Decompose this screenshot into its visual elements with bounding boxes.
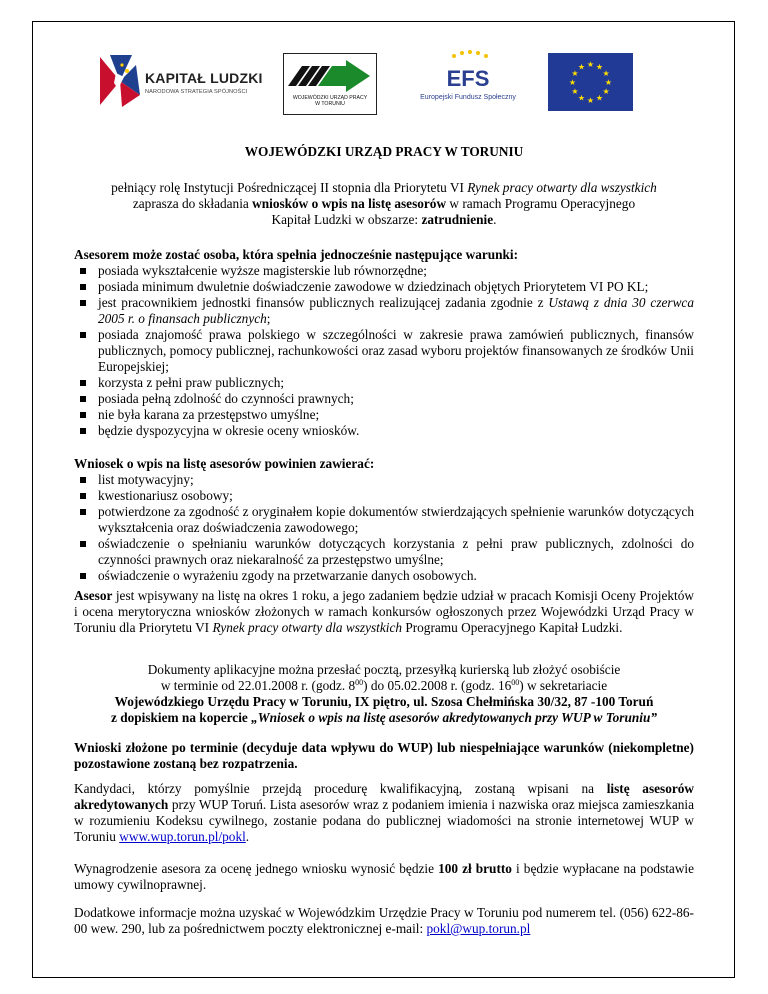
eu-star-icon: ★ (577, 62, 586, 72)
bullet-icon (80, 541, 86, 547)
bullet-icon (80, 428, 86, 434)
logo-bar (0, 45, 768, 115)
intro-bold: zatrudnienie (421, 212, 494, 227)
eu-star-icon: ★ (602, 87, 610, 96)
list-item: korzysta z pełni praw publicznych; (80, 375, 694, 391)
bullet-icon (80, 284, 86, 290)
eu-star-icon: ★ (604, 78, 613, 87)
eu-flag-icon (548, 53, 633, 111)
list-item: jest pracownikiem jednostki finansów publicznych realizującej zadania zgodnie z Ustawą z dnia 30 czerwca 2005 r. o finansach publicznych; (80, 295, 694, 327)
eu-star-icon: ★ (595, 93, 604, 103)
late-notice: Wnioski złożone po terminie (decyduje data wpływu do WUP) lub niespełniające warunków (niekompletne) pozostawione zostaną bez rozpatrzenia. (74, 740, 694, 771)
kapital-ludzki-subtitle: NARODOWA STRATEGIA SPÓJNOŚCI (145, 89, 248, 95)
list-item: posiada pełną zdolność do czynności prawnych; (80, 391, 694, 407)
list-item: nie była karana za przestępstwo umyślne; (80, 407, 694, 423)
kapital-ludzki-title: KAPITAŁ LUDZKI (145, 70, 263, 86)
efs-stars-icon (418, 50, 518, 94)
eu-star-icon: ★ (602, 69, 610, 78)
intro-text: pełniący rolę Instytucji Pośredniczącej II stopnia dla Priorytetu VI (111, 180, 468, 195)
list-item: będzie dyspozycyjna w okresie oceny wniosków. (80, 423, 694, 439)
intro (74, 180, 694, 228)
application-section (74, 456, 694, 584)
bullet-icon (80, 412, 86, 418)
intro-text: w ramach Programu Operacyjnego (446, 196, 636, 211)
assessor-paragraph: Asesor jest wpisywany na listę na okres 1 roku, a jego zadaniem będzie udział w pracach Komisji Oceny Projektów i ocena merytoryczna wniosków złożonych w ramach konkursów ogłoszonych przez Wojewódzki Urząd Pracy w Toruniu dla Priorytetu VI Rynek pracy otwarty dla wszystkich Programu Operacyjnego Kapitał Ludzki. (74, 588, 694, 635)
bullet-icon (80, 493, 86, 499)
eu-star-icon: ★ (586, 60, 595, 69)
priority-name: Rynek pracy otwarty dla wszystkich (467, 180, 657, 195)
eu-star-icon: ★ (595, 62, 604, 72)
wup-line2: W TORUNIU (315, 101, 345, 107)
submission-paragraph: Dokumenty aplikacyjne można przesłać pocztą, przesyłką kurierską lub złożyć osobiście w terminie od 22.01.2008 r. (godz. $8^{00}$) do 05.02.2008 r. (godz. $16^{00}$) w sekretariacie Wojewódzkiego Urzędu Pracy w Toruniu, IX piętro, ul. Szosa Chełmińska 30/32, 87 -100 Toruń z dopiskiem na kopercie „Wniosek o wpis na listę asesorów akredytowanych przy WUP w Toruniu” (74, 662, 694, 726)
wup-arrows-icon (284, 54, 376, 94)
eu-star-icon: ★ (568, 78, 577, 87)
eu-star-icon: ★ (577, 93, 586, 103)
bullet-icon (80, 332, 86, 338)
address: Wojewódzkiego Urzędu Pracy w Toruniu, IX piętro, ul. Szosa Chełmińska 30/32, 87 -100 Toruń (114, 694, 654, 709)
pokl-link[interactable]: www.wup.torun.pl/pokl (119, 829, 246, 844)
requirements-list (74, 263, 694, 439)
kapital-ludzki-icon (100, 55, 142, 107)
candidates-paragraph: Kandydaci, którzy pomyślnie przejdą procedurę kwalifikacyjną, zostaną wpisani na listę asesorów akredytowanych przy WUP Toruń. Lista asesorów wraz z podaniem imienia i nazwiska oraz miejsca zamieszkania w rozumieniu Kodeksu cywilnego, zostanie podana do publicznej wiadomości na stronie internetowej WUP w Toruniu www.wup.torun.pl/pokl. (74, 781, 694, 844)
email-link[interactable]: pokl@wup.torun.pl (426, 921, 531, 936)
list-item: kwestionariusz osobowy; (80, 488, 694, 504)
efs-caption: Europejski Fundusz Społeczny (420, 94, 516, 101)
bullet-icon (80, 477, 86, 483)
bullet-icon (80, 509, 86, 515)
eu-star-icon: ★ (571, 69, 579, 78)
contact-paragraph: Dodatkowe informacje można uzyskać w Wojewódzkim Urzędzie Pracy w Toruniu pod numerem tel. (056) 622-86-00 wew. 290, lub za pośrednictwem poczty elektronicznej e-mail: pokl@wup.torun.pl (74, 905, 694, 936)
eu-flag-logo (548, 53, 633, 111)
bullet-icon (80, 380, 86, 386)
list-item: posiada znajomość prawa polskiego w szczególności w zakresie prawa zamówień publicznych, finansów publicznych, pomocy publicznej, rachunkowości oraz zasad wyboru projektów finansowanych ze środków Unii Europejskiej; (80, 327, 694, 375)
bullet-icon (80, 268, 86, 274)
efs-mark: EFS (446, 66, 490, 91)
requirements-heading: Asesorem może zostać osoba, która spełnia jednocześnie następujące warunki: (74, 247, 519, 262)
wup-logo (283, 53, 377, 115)
list-item: posiada minimum dwuletnie doświadczenie zawodowe w dziedzinach objętych Priorytetem VI PO KL; (80, 279, 694, 295)
efs-logo (418, 50, 518, 112)
intro-text: zaprasza do składania (132, 196, 253, 211)
requirements-section (74, 247, 694, 439)
list-item: list motywacyjny; (80, 472, 694, 488)
intro-text: Kapitał Ludzki w obszarze: (271, 212, 422, 227)
bullet-icon (80, 300, 86, 306)
kapital-ludzki-logo (100, 55, 265, 110)
list-item: oświadczenie o wyrażeniu zgody na przetwarzanie danych osobowych. (80, 568, 694, 584)
eu-star-icon: ★ (571, 87, 579, 96)
list-item: potwierdzone za zgodność z oryginałem kopie dokumentów stwierdzających spełnienie warunków dotyczących wykształcenia oraz doświadczenia zawodowego; (80, 504, 694, 536)
bullet-icon (80, 396, 86, 402)
intro-text: . (493, 212, 497, 227)
application-heading: Wniosek o wpis na listę asesorów powinien zawierać: (74, 456, 375, 471)
list-item: oświadczenie o spełnianiu warunków dotyczących korzystania z pełni praw publicznych, zdolności do czynności prawnych oraz niekaralność za przestępstwo umyślne; (80, 536, 694, 568)
application-list (74, 472, 694, 584)
bullet-icon (80, 573, 86, 579)
pay-paragraph: Wynagrodzenie asesora za ocenę jednego wniosku wynosić będzie 100 zł brutto i będzie wypłacane na podstawie umowy cywilnoprawnej. (74, 861, 695, 892)
list-item: posiada wykształcenie wyższe magisterskie lub równorzędne; (80, 263, 694, 279)
intro-bold: wniosków o wpis na listę asesorów (252, 196, 447, 211)
page-title: WOJEWÓDZKI URZĄD PRACY W TORUNIU (244, 144, 524, 159)
envelope-note: „Wniosek o wpis na listę asesorów akredytowanych przy WUP w Toruniu” (251, 710, 657, 725)
wup-line1: WOJEWÓDZKI URZĄD PRACY (292, 95, 368, 101)
eu-star-icon: ★ (586, 96, 595, 105)
